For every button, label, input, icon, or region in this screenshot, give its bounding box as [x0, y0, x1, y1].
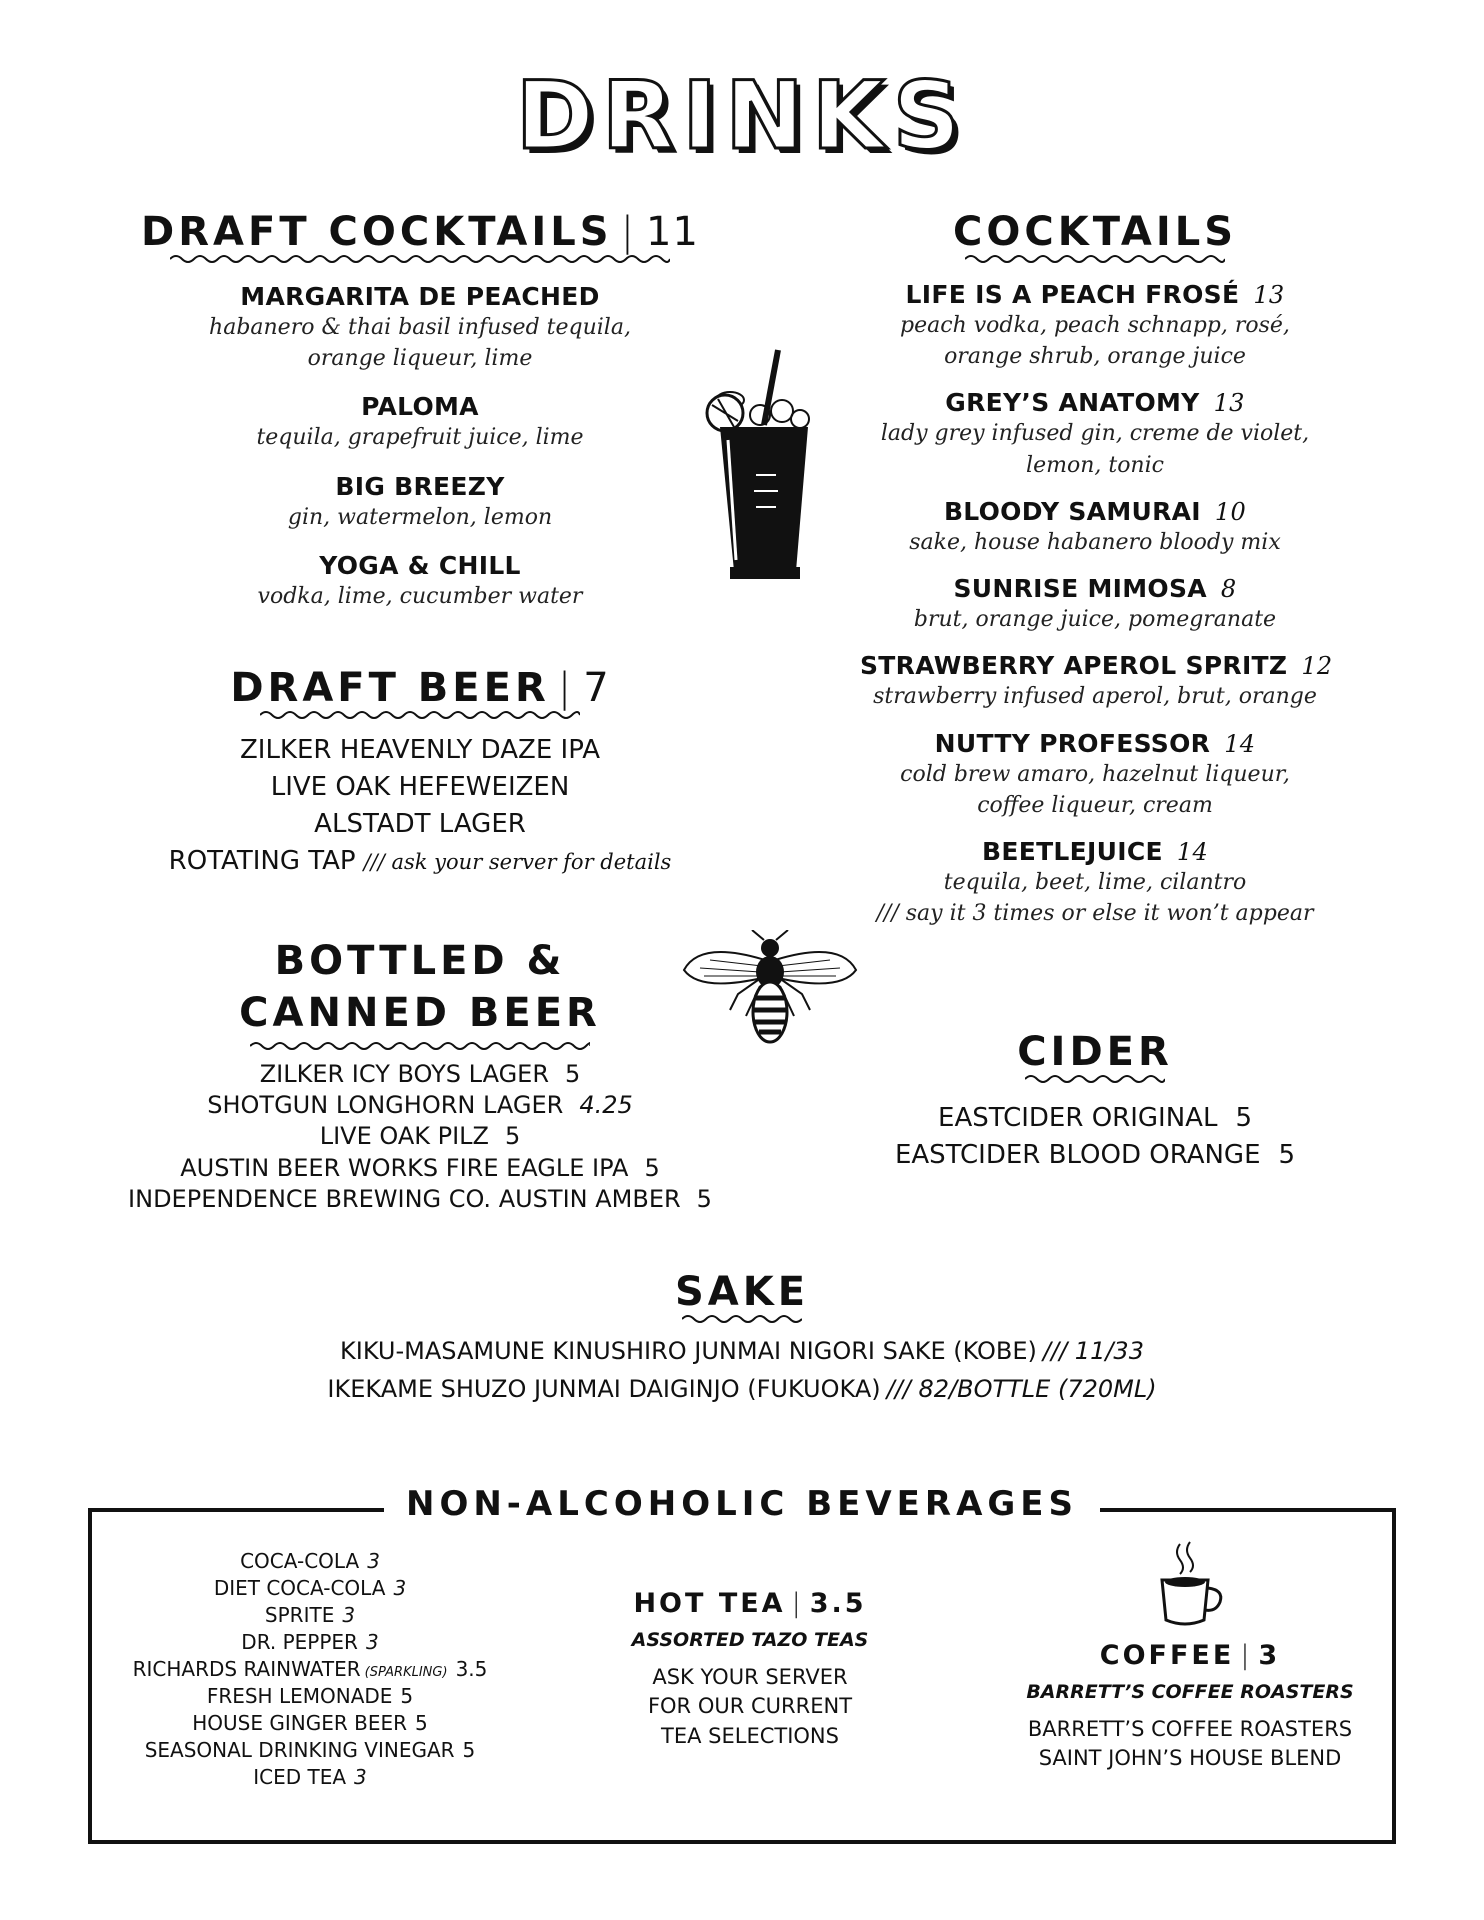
list-item: ICED TEA 3 — [253, 1765, 367, 1789]
hot-tea-subtitle: ASSORTED TAZO TEAS — [631, 1629, 869, 1651]
list-item: SEASONAL DRINKING VINEGAR 5 — [144, 1738, 476, 1762]
list-item: HOUSE GINGER BEER 5 — [192, 1711, 428, 1735]
list-item: RICHARDS RAINWATER (SPARKLING) 3.5 — [132, 1657, 488, 1681]
list-item: ZILKER HEAVENLY DAZE IPA — [239, 735, 601, 765]
list-item: IKEKAME SHUZO JUNMAI DAIGINJO (FUKUOKA) /// 82/BOTTLE (720ML) — [327, 1375, 1157, 1404]
wave-divider — [250, 1039, 590, 1053]
list-item: BLOODY SAMURAI 10 sake, house habanero bloody mix — [909, 496, 1281, 555]
list-item: STRAWBERRY APEROL SPRITZ 12 strawberry infused aperol, brut, orange — [860, 651, 1333, 710]
list-item: MARGARITA DE PEACHED habanero & thai basil infused tequila, orange liqueur, lime — [209, 282, 631, 372]
list-item: DR. PEPPER 3 — [241, 1630, 379, 1654]
list-item: GREY’S ANATOMY 13 lady grey infused gin, creme de violet, lemon, tonic — [880, 388, 1310, 478]
bottled-section — [100, 935, 740, 1215]
soda-list — [110, 1548, 510, 1791]
coffee-cup-icon — [1150, 1540, 1230, 1630]
sake-heading: SAKE — [674, 1269, 810, 1315]
list-item: LIVE OAK HEFEWEIZEN — [270, 771, 570, 802]
list-item: DIET COCA-COLA 3 — [213, 1576, 407, 1600]
list-item: ALSTADT LAGER — [314, 808, 526, 839]
non-alcoholic-heading: NON-ALCOHOLIC BEVERAGES — [0, 1484, 1484, 1524]
coffee-heading: COFFEE | 3 — [1099, 1640, 1281, 1671]
draft-cocktails-list — [150, 282, 690, 612]
list-item: LIFE IS A PEACH FROSÉ 13 peach vodka, peach schnapp, rosé, orange shrub, orange juice — [900, 280, 1290, 370]
hot-tea-section — [600, 1588, 900, 1751]
cider-heading: CIDER — [1017, 1029, 1173, 1075]
list-item: AUSTIN BEER WORKS FIRE EAGLE IPA 5 — [180, 1153, 660, 1182]
cocktail-glass-illustration — [690, 345, 840, 585]
list-item: EASTCIDER BLOOD ORANGE 5 — [894, 1139, 1296, 1170]
list-item: EASTCIDER ORIGINAL 5 — [938, 1103, 1252, 1133]
cocktails-list — [860, 280, 1333, 930]
page-title: DRINKS — [515, 62, 969, 171]
coffee-section — [1000, 1640, 1380, 1774]
coffee-subtitle: BARRETT’S COFFEE ROASTERS — [1026, 1681, 1354, 1703]
list-item: YOGA & CHILL vodka, lime, cucumber water — [257, 550, 583, 609]
hot-tea-description: ASK YOUR SERVER FOR OUR CURRENT TEA SELECTIONS — [647, 1665, 853, 1748]
list-item: NUTTY PROFESSOR 14 cold brew amaro, hazelnut liqueur, coffee liqueur, cream — [900, 728, 1290, 818]
bee-illustration — [680, 930, 860, 1050]
list-item: INDEPENDENCE BREWING CO. AUSTIN AMBER 5 — [128, 1184, 712, 1213]
bottled-heading: BOTTLED & CANNED BEER — [239, 938, 601, 1036]
cocktails-heading: COCKTAILS — [952, 209, 1238, 255]
draft-beer-heading: DRAFT BEER | 7 — [230, 665, 610, 711]
list-item: ROTATING TAP /// ask your server for details — [168, 845, 672, 876]
cider-section — [860, 1029, 1330, 1174]
list-item: PALOMA tequila, grapefruit juice, lime — [256, 392, 584, 451]
hot-tea-heading: HOT TEA | 3.5 — [633, 1588, 867, 1619]
sake-section — [0, 1269, 1484, 1409]
cocktails-section — [860, 209, 1330, 266]
list-item: KIKU-MASAMUNE KINUSHIRO JUNMAI NIGORI SAKE (KOBE) /// 11/33 — [340, 1337, 1144, 1365]
list-item: ZILKER ICY BOYS LAGER 5 — [259, 1060, 581, 1088]
list-item: LIVE OAK PILZ 5 — [319, 1122, 521, 1151]
coffee-description: BARRETT’S COFFEE ROASTERS SAINT JOHN’S HOUSE BLEND — [1027, 1717, 1353, 1771]
list-item: FRESH LEMONADE 5 — [206, 1684, 414, 1708]
draft-cocktails-section — [140, 209, 700, 266]
list-item: SHOTGUN LONGHORN LAGER 4.25 — [207, 1091, 633, 1120]
list-item: SUNRISE MIMOSA 8 brut, orange juice, pomegranate — [913, 574, 1277, 633]
list-item: BEETLEJUICE 14 tequila, beet, lime, cilantro /// say it 3 times or else it won’t appear — [876, 837, 1314, 927]
list-item: SPRITE 3 — [264, 1603, 356, 1627]
list-item: COCA-COLA 3 — [240, 1549, 380, 1573]
list-item: BIG BREEZY gin, watermelon, lemon — [287, 471, 553, 530]
draft-cocktails-heading: DRAFT COCKTAILS | 11 — [141, 209, 699, 255]
draft-beer-section — [150, 665, 690, 880]
